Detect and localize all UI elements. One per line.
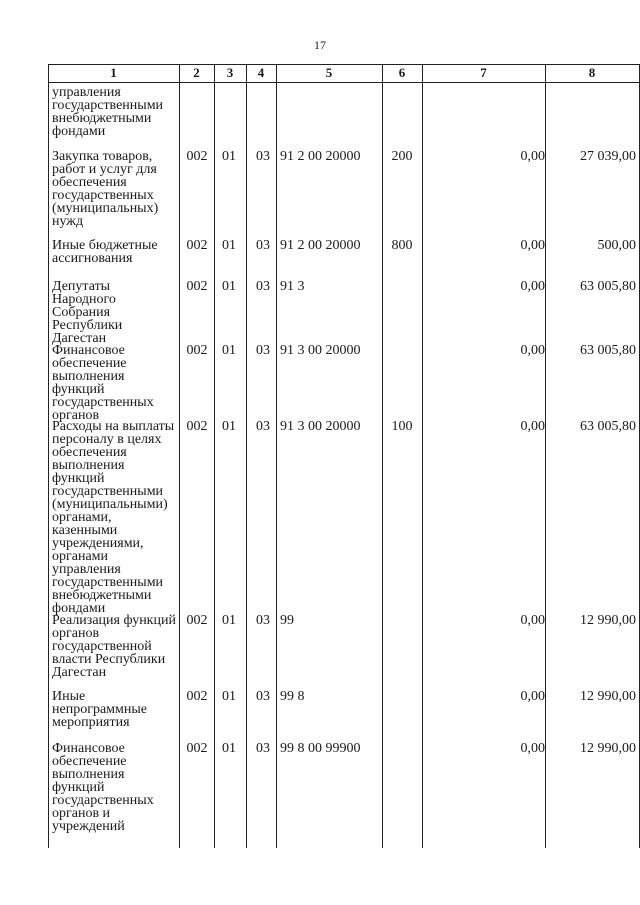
- row-section-code: 01: [222, 419, 236, 434]
- row-subsection-code: 03: [256, 419, 270, 434]
- row-name: Иные непрограммные мероприятия: [52, 689, 147, 730]
- row-amount-col7: 0,00: [520, 238, 545, 253]
- row-target-code: 99 8 00 99900: [280, 741, 361, 756]
- row-name: Депутаты Народного Собрания Республики Дагестан: [52, 279, 123, 346]
- column-divider: [276, 64, 277, 848]
- row-amount-col7: 0,00: [520, 689, 545, 704]
- row-name: Закупка товаров, работ и услуг для обеспечения государственных (муниципальных) нужд: [52, 149, 159, 229]
- row-amount-col7: 0,00: [520, 741, 545, 756]
- row-target-code: 99: [280, 613, 294, 628]
- row-ministry-code: 002: [186, 238, 208, 253]
- row-section-code: 01: [222, 279, 236, 294]
- row-subsection-code: 03: [256, 279, 270, 294]
- row-name: Финансовое обеспечение выполнения функций государственных органов и учреждений: [52, 741, 154, 834]
- row-name: Финансовое обеспечение выполнения функций государственных органов: [52, 343, 154, 423]
- row-amount-col7: 0,00: [520, 613, 545, 628]
- row-section-code: 01: [222, 613, 236, 628]
- row-amount-col8: 63 005,80: [580, 343, 636, 358]
- row-expense-type: 200: [391, 149, 413, 164]
- row-target-code: 91 2 00 20000: [280, 149, 361, 164]
- row-target-code: 91 2 00 20000: [280, 238, 361, 253]
- budget-table: [48, 64, 640, 848]
- header-col-6: 6: [398, 65, 406, 80]
- row-ministry-code: 002: [186, 343, 208, 358]
- header-col-3: 3: [226, 65, 234, 80]
- row-target-code: 91 3 00 20000: [280, 419, 361, 434]
- row-amount-col7: 0,00: [520, 343, 545, 358]
- header-col-2: 2: [193, 65, 200, 80]
- row-amount-col7: 0,00: [520, 149, 545, 164]
- row-ministry-code: 002: [186, 149, 208, 164]
- row-subsection-code: 03: [256, 613, 270, 628]
- row-amount-col7: 0,00: [520, 419, 545, 434]
- header-col-4: 4: [257, 65, 265, 80]
- row-subsection-code: 03: [256, 238, 270, 253]
- row-name: управления государственными внебюджетными фондами: [52, 85, 164, 139]
- row-target-code: 91 3: [280, 279, 305, 294]
- header-col-7: 7: [480, 65, 487, 80]
- column-divider: [48, 64, 49, 848]
- header-col-8: 8: [588, 65, 596, 80]
- column-divider: [422, 64, 423, 848]
- row-section-code: 01: [222, 343, 236, 358]
- header-col-5: 5: [325, 65, 333, 80]
- page-number: 17: [314, 38, 326, 52]
- row-subsection-code: 03: [256, 149, 270, 164]
- row-amount-col8: 27 039,00: [580, 149, 636, 164]
- row-name: Реализация функций органов государственной власти Республики Дагестан: [52, 613, 176, 680]
- row-ministry-code: 002: [186, 279, 208, 294]
- header-col-1: 1: [110, 65, 117, 80]
- row-amount-col8: 63 005,80: [580, 419, 636, 434]
- column-divider: [382, 64, 383, 848]
- row-amount-col8: 12 990,00: [580, 689, 636, 704]
- row-section-code: 01: [222, 238, 236, 253]
- row-amount-col8: 63 005,80: [580, 279, 636, 294]
- header-bottom-border: [48, 82, 640, 83]
- column-divider: [545, 64, 546, 848]
- row-subsection-code: 03: [256, 689, 270, 704]
- row-expense-type: 100: [391, 419, 413, 434]
- row-name: Расходы на выплаты персоналу в целях обеспечения выполнения функций государственными (муниципальными) органами, казенными учреждениями, органами управления государственными внебюджетными фондами: [52, 419, 175, 616]
- row-ministry-code: 002: [186, 689, 208, 704]
- row-ministry-code: 002: [186, 741, 208, 756]
- row-ministry-code: 002: [186, 613, 208, 628]
- row-ministry-code: 002: [186, 419, 208, 434]
- row-expense-type: 800: [391, 238, 413, 253]
- row-amount-col8: 12 990,00: [580, 613, 636, 628]
- row-subsection-code: 03: [256, 741, 270, 756]
- row-amount-col8: 12 990,00: [580, 741, 636, 756]
- row-amount-col7: 0,00: [520, 279, 545, 294]
- row-target-code: 91 3 00 20000: [280, 343, 361, 358]
- row-subsection-code: 03: [256, 343, 270, 358]
- column-divider: [179, 64, 180, 848]
- row-name: Иные бюджетные ассигнования: [52, 238, 158, 266]
- row-section-code: 01: [222, 689, 236, 704]
- row-target-code: 99 8: [280, 689, 305, 704]
- row-amount-col8: 500,00: [597, 238, 636, 253]
- row-section-code: 01: [222, 741, 236, 756]
- row-section-code: 01: [222, 149, 236, 164]
- column-divider: [214, 64, 215, 848]
- column-divider: [246, 64, 247, 848]
